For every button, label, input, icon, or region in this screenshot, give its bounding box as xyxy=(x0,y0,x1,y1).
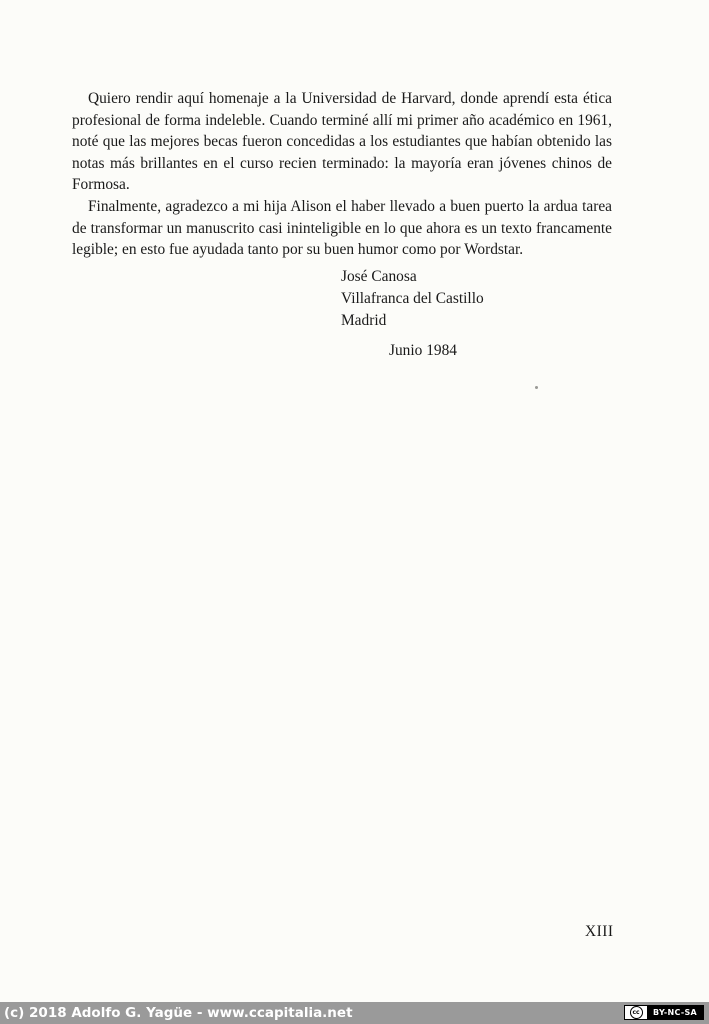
page-number: XIII xyxy=(585,923,614,940)
footer-credit: (c) 2018 Adolfo G. Yagüe - www.ccapitalia.net xyxy=(4,1005,353,1021)
date-line: Junio 1984 xyxy=(389,342,457,359)
body-text xyxy=(72,88,612,261)
cc-license-terms: BY-NC-SA xyxy=(647,1006,703,1019)
paragraph-harvard: Quiero rendir aquí homenaje a la Universidad de Harvard, donde aprendí esta ética profesional de forma indeleble. Cuando terminé allí mi primer año académico en 1961, noté que las mejores becas fueron concedidas a los estudiantes que habían obtenido las notas más brillantes en el curso recien terminado: la mayoría eran jóvenes chinos de Formosa. xyxy=(72,90,612,194)
cc-logo-icon: cc xyxy=(625,1006,647,1019)
footer-bar xyxy=(0,1002,709,1024)
cc-license-badge[interactable] xyxy=(624,1005,704,1020)
author-city: Madrid xyxy=(341,312,387,329)
author-place: Villafranca del Castillo xyxy=(341,290,484,307)
author-name: José Canosa xyxy=(341,268,417,285)
signature-block xyxy=(341,266,484,332)
ink-speck xyxy=(535,386,538,389)
paragraph-acknowledgment: Finalmente, agradezco a mi hija Alison el haber llevado a buen puerto la ardua tarea de transformar un manuscrito casi ininteligible en lo que ahora es un texto francamente legible; en esto fue ayudada tanto por su buen humor como por Wordstar. xyxy=(72,197,612,259)
